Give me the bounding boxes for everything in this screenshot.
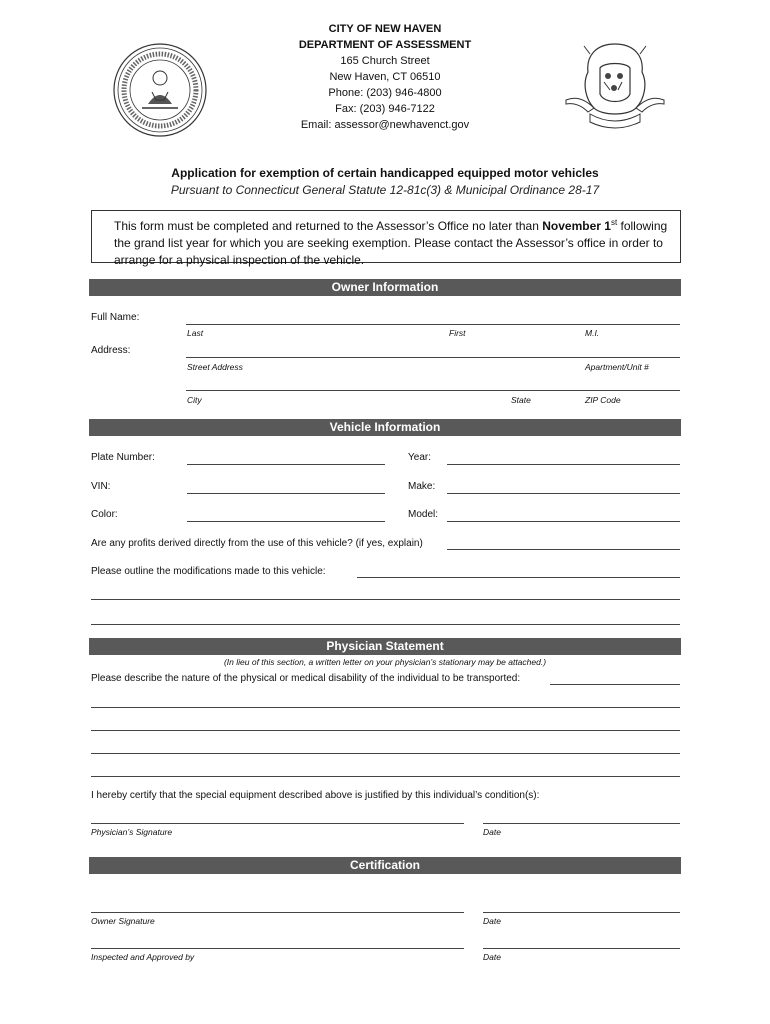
- apartment-caption: Apartment/Unit #: [585, 362, 649, 372]
- first-name-caption: First: [449, 328, 466, 338]
- physician-signature-caption: Physician’s Signature: [91, 827, 173, 837]
- notice-text-1: This form must be completed and returned to the Assessor’s Office no later than: [114, 219, 543, 233]
- physician-date-field[interactable]: [483, 823, 680, 824]
- plate-number-label: Plate Number:: [91, 452, 155, 463]
- color-field[interactable]: [187, 521, 385, 522]
- disability-field-4[interactable]: [91, 753, 680, 754]
- address-label: Address:: [91, 345, 131, 356]
- middle-initial-caption: M.I.: [585, 328, 600, 338]
- zip-caption: ZIP Code: [585, 395, 621, 405]
- certify-statement: I hereby certify that the special equipment described above is justified by this individual’s condition(s):: [91, 790, 540, 801]
- make-label: Make:: [408, 481, 436, 492]
- owner-date-caption: Date: [483, 916, 501, 926]
- color-label: Color:: [91, 509, 118, 520]
- street-address-caption: Street Address: [187, 362, 243, 372]
- inspector-date-field[interactable]: [483, 948, 680, 949]
- inspector-date-caption: Date: [483, 952, 501, 962]
- modifications-field-1[interactable]: [357, 577, 680, 578]
- profits-field[interactable]: [447, 549, 680, 550]
- vehicle-section-header: Vehicle Information: [89, 419, 681, 436]
- modifications-label: Please outline the modifications made to this vehicle:: [91, 566, 326, 577]
- plate-number-field[interactable]: [187, 464, 385, 465]
- city-name: CITY OF NEW HAVEN: [328, 23, 442, 35]
- department-name: DEPARTMENT OF ASSESSMENT: [298, 39, 472, 51]
- last-name-caption: Last: [187, 328, 204, 338]
- modifications-field-2[interactable]: [91, 599, 680, 600]
- notice-deadline: November 1: [542, 219, 611, 233]
- vin-field[interactable]: [187, 493, 385, 494]
- physician-date-caption: Date: [483, 827, 501, 837]
- phone-number: Phone: (203) 946-4800: [328, 87, 442, 99]
- owner-signature-caption: Owner Signature: [91, 916, 155, 926]
- form-subtitle: Pursuant to Connecticut General Statute 12-81c(3) & Municipal Ordinance 28-17: [170, 183, 600, 197]
- full-name-field[interactable]: [186, 324, 680, 325]
- notice-box: [91, 210, 681, 267]
- profits-question: Are any profits derived directly from the use of this vehicle? (if yes, explain): [91, 538, 423, 549]
- form-title: Application for exemption of certain handicapped equipped motor vehicles: [171, 166, 599, 180]
- notice-text-2: following the grand list year for which you are seeking exemption. Please contact the Assessor’s office in order to arrange for a physical inspection of the vehicle.: [114, 219, 668, 267]
- disability-field-3[interactable]: [91, 730, 680, 731]
- disability-field-5[interactable]: [91, 776, 680, 777]
- inspector-signature-caption: Inspected and Approved by: [91, 952, 195, 962]
- physician-section-header: Physician Statement: [89, 638, 681, 655]
- year-label: Year:: [408, 452, 431, 463]
- disability-field-2[interactable]: [91, 707, 680, 708]
- owner-signature-field[interactable]: [91, 912, 464, 913]
- street-address: 165 Church Street: [340, 55, 430, 67]
- city-state-zip: New Haven, CT 06510: [329, 71, 441, 83]
- certification-section-header: Certification: [89, 857, 681, 874]
- city-caption: City: [187, 395, 202, 405]
- make-field[interactable]: [447, 493, 680, 494]
- email-address: Email: assessor@newhavenct.gov: [300, 119, 470, 131]
- physician-note: (In lieu of this section, a written letter on your physician’s stationary may be attached.): [223, 657, 547, 667]
- owner-date-field[interactable]: [483, 912, 680, 913]
- year-field[interactable]: [447, 464, 680, 465]
- physician-signature-field[interactable]: [91, 823, 464, 824]
- notice-deadline-suffix: st: [610, 218, 618, 227]
- model-label: Model:: [408, 509, 439, 520]
- full-name-label: Full Name:: [91, 312, 140, 323]
- street-address-field[interactable]: [186, 357, 680, 358]
- disability-field-1[interactable]: [550, 684, 680, 685]
- model-field[interactable]: [447, 521, 680, 522]
- city-state-zip-field[interactable]: [186, 390, 680, 391]
- inspector-signature-field[interactable]: [91, 948, 464, 949]
- disability-description-label: Please describe the nature of the physical or medical disability of the individual to be transported:: [91, 673, 521, 684]
- owner-section-header: Owner Information: [89, 279, 681, 296]
- modifications-field-3[interactable]: [91, 624, 680, 625]
- vin-label: VIN:: [91, 481, 111, 492]
- fax-number: Fax: (203) 946-7122: [335, 103, 435, 115]
- state-caption: State: [511, 395, 531, 405]
